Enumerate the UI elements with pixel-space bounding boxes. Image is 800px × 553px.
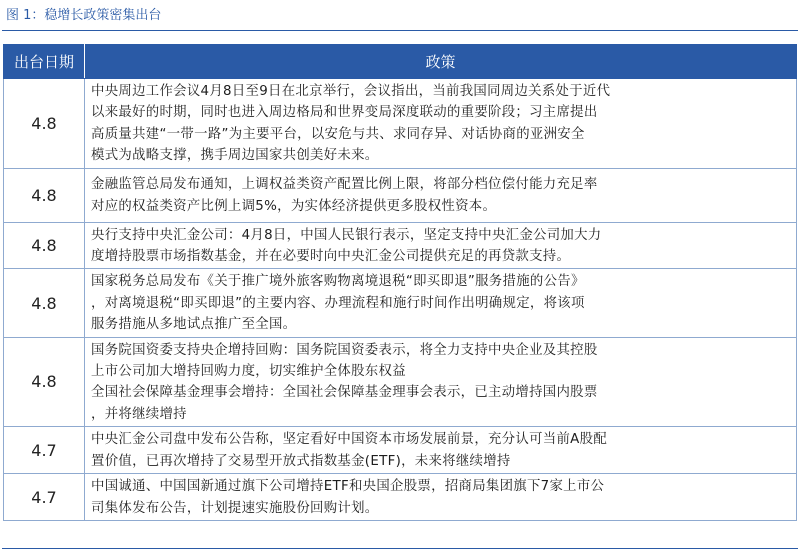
row-date: 4.7 <box>4 427 85 474</box>
header-date: 出台日期 <box>4 45 85 79</box>
policy-line: 高质量共建“一带一路”为主要平台，以安危与共、求同存异、对话协商的亚洲安全 <box>91 126 585 142</box>
policy-line: 模式为战略支撑，携手周边国家共创美好未来。 <box>91 148 379 164</box>
policy-line: 服务措施从多地试点推广至全国。 <box>91 317 297 333</box>
policy-line: ，对离境退税“即买即退”的主要内容、办理流程和施行时间作出明确规定，将该项 <box>91 295 585 311</box>
figure-caption: 图 1：稳增长政策密集出台 <box>6 8 162 23</box>
row-policy <box>85 222 797 269</box>
row-policy <box>85 168 797 222</box>
policy-line: 全国社会保障基金理事会增持：全国社会保障基金理事会表示，已主动增持国内股票 <box>91 385 598 401</box>
row-policy <box>85 474 797 521</box>
policy-line: 置价值，已再次增持了交易型开放式指数基金(ETF)，未来将继续增持 <box>91 453 511 469</box>
policy-line: 中央周边工作会议4月8日至9日在北京举行，会议指出，当前我国同周边关系处于近代 <box>91 84 611 99</box>
policy-line: 央行支持中央汇金公司：4月8日，中国人民银行表示，坚定支持中央汇金公司加大力 <box>91 227 602 243</box>
policy-line: ，并将继续增持 <box>91 406 187 422</box>
bottom-divider <box>2 548 798 549</box>
row-date: 4.7 <box>4 474 85 521</box>
row-date: 4.8 <box>4 79 85 169</box>
policy-table <box>3 44 797 521</box>
header-policy: 政策 <box>85 45 797 79</box>
policy-line: 对应的权益类资产比例上调5%，为实体经济提供更多股权性资本。 <box>91 198 497 214</box>
row-policy <box>85 79 797 169</box>
table-row <box>4 427 797 474</box>
policy-line: 上市公司加大增持回购力度，切实维护全体股东权益 <box>91 364 406 380</box>
table-row <box>4 222 797 269</box>
caption-divider <box>2 30 798 31</box>
policy-line: 金融监管总局发布通知，上调权益类资产配置比例上限，将部分档位偿付能力充足率 <box>91 177 598 193</box>
table-row <box>4 269 797 337</box>
table-header-row <box>4 45 797 79</box>
row-policy <box>85 337 797 427</box>
policy-line: 司集体发布公告，计划提速实施股份回购计划。 <box>91 500 379 516</box>
policy-line: 中国诚通、中国国新通过旗下公司增持ETF和央国企股票，招商局集团旗下7家上市公 <box>91 479 605 495</box>
policy-line: 以来最好的时期，同时也进入周边格局和世界变局深度联动的重要阶段；习主席提出 <box>91 105 598 121</box>
policy-line: 国务院国资委支持央企增持回购：国务院国资委表示，将全力支持中央企业及其控股 <box>91 342 598 358</box>
policy-line: 中央汇金公司盘中发布公告称，坚定看好中国资本市场发展前景，充分认可当前A股配 <box>91 432 608 448</box>
row-date: 4.8 <box>4 337 85 427</box>
row-date: 4.8 <box>4 222 85 269</box>
policy-line: 度增持股票市场指数基金，并在必要时向中央汇金公司提供充足的再贷款支持。 <box>91 249 571 265</box>
table-row <box>4 168 797 222</box>
table-row <box>4 79 797 169</box>
row-policy <box>85 269 797 337</box>
table-row <box>4 474 797 521</box>
row-policy <box>85 427 797 474</box>
table-row <box>4 337 797 427</box>
row-date: 4.8 <box>4 269 85 337</box>
policy-line: 国家税务总局发布《关于推广境外旅客购物离境退税“即买即退”服务措施的公告》 <box>91 274 585 290</box>
row-date: 4.8 <box>4 168 85 222</box>
